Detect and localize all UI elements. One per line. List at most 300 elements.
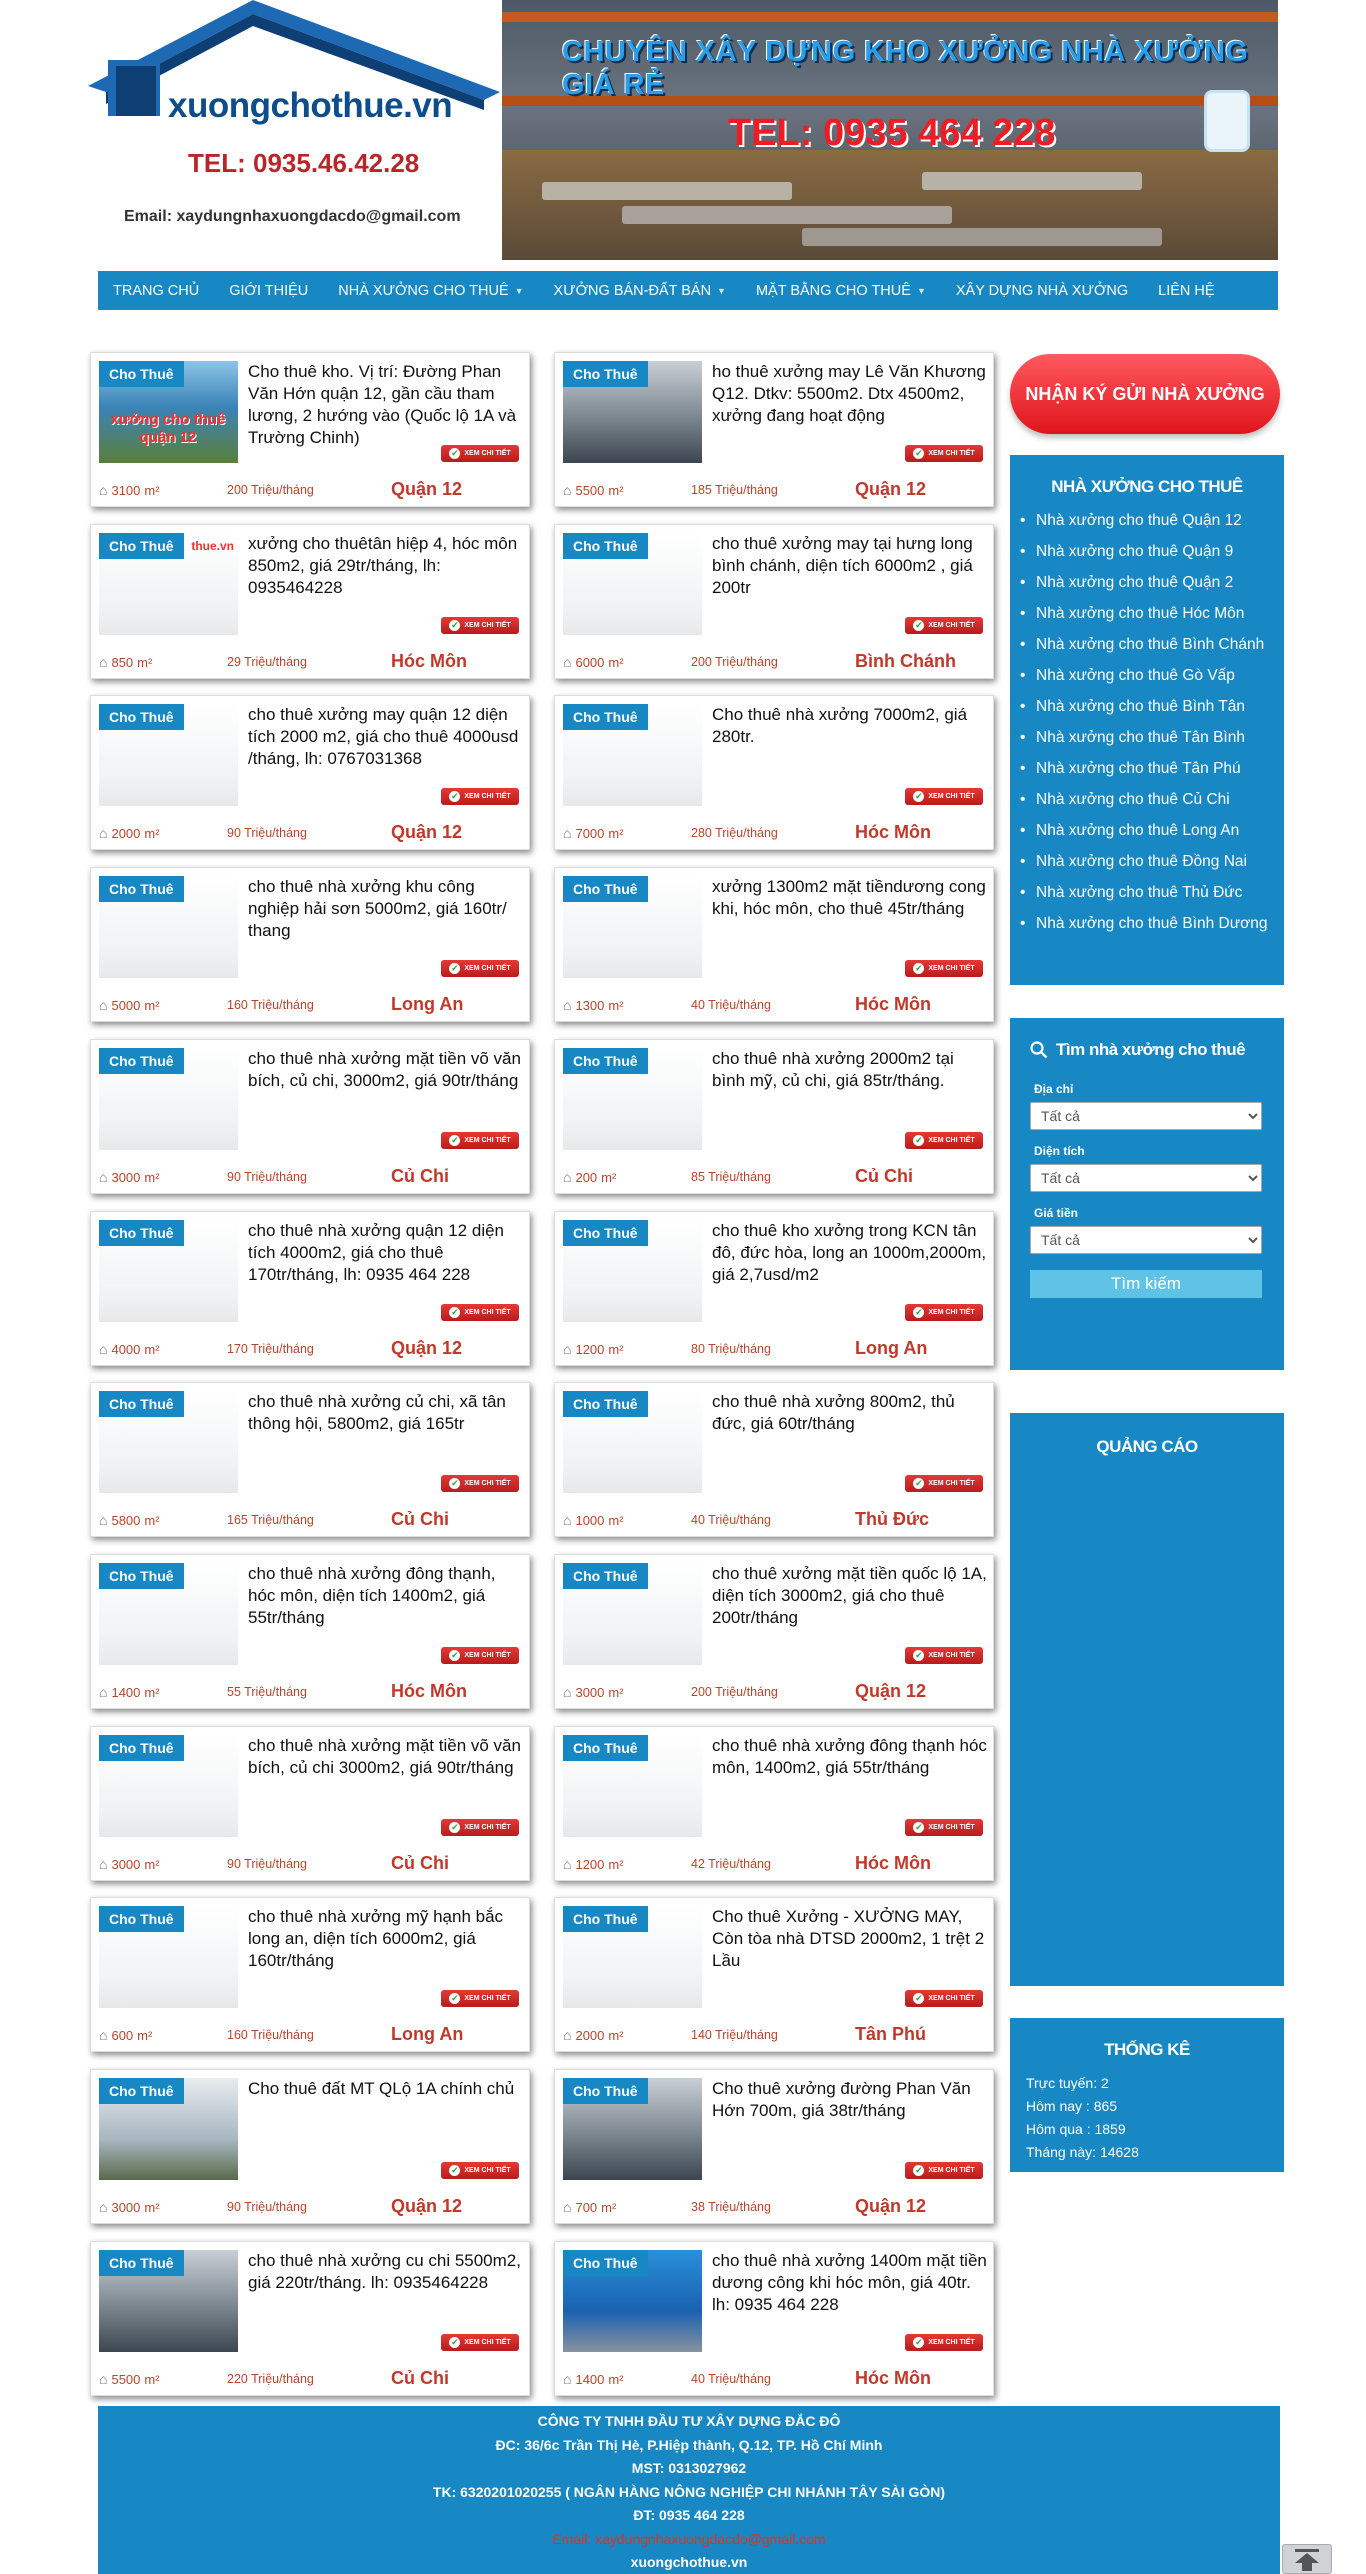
footer-site[interactable]: xuongchothue.vn	[630, 2554, 748, 2570]
site-logo[interactable]	[88, 0, 500, 258]
view-detail-button[interactable]	[441, 1990, 519, 2007]
listing-meta	[555, 989, 993, 1021]
listing-title[interactable]: xưởng 1300m2 mặt tiềndương cong khi, hóc môn, cho thuê 45tr/tháng	[712, 877, 986, 918]
category-panel	[1010, 455, 1284, 985]
listing-card[interactable]	[90, 1211, 530, 1366]
listing-area-value: 1000	[575, 1512, 605, 1528]
home-icon: ⌂	[563, 2371, 572, 2387]
listing-meta	[555, 1676, 993, 1708]
listing-meta	[91, 474, 529, 506]
check-icon: ✔	[915, 1478, 923, 1488]
area-unit: m²	[608, 1341, 624, 1357]
category-link[interactable]: • Nhà xưởng cho thuê Long An	[1036, 821, 1284, 841]
listing-district: Củ Chi	[391, 1166, 449, 1186]
listing-title[interactable]: Cho thuê Xưởng - XƯỞNG MAY, Còn tòa nhà DTSD 2000m2, 1 trệt 2 Lầu	[712, 1907, 985, 1970]
area-unit: m²	[144, 997, 160, 1013]
contact-badge-icon	[1204, 90, 1250, 152]
view-detail-label: XEM CHI TIẾT	[464, 1137, 511, 1144]
listing-area	[563, 2027, 624, 2043]
listing-title[interactable]: cho thuê nhà xưởng khu công nghiệp hải sơn 5000m2, giá 160tr/ thang	[248, 877, 507, 940]
view-detail-button[interactable]	[905, 1304, 983, 1321]
area-unit: m²	[608, 825, 624, 841]
view-detail-button[interactable]	[905, 1647, 983, 1664]
listing-title[interactable]: cho thuê xưởng mặt tiền quốc lộ 1A, diện tích 3000m2, giá cho thuê 200tr/tháng	[712, 1564, 987, 1627]
category-link[interactable]: • Nhà xưởng cho thuê Thủ Đức	[1036, 883, 1284, 903]
listing-area-value: 1300	[575, 997, 605, 1013]
listing-title[interactable]: Cho thuê xưởng đường Phan Văn Hớn 700m, giá 38tr/tháng	[712, 2079, 971, 2120]
listing-tag: Cho Thuê	[563, 1391, 648, 1417]
nav-item[interactable]	[741, 271, 941, 310]
listing-tag: Cho Thuê	[563, 1048, 648, 1074]
listing-district: Hóc Môn	[855, 2368, 931, 2388]
listing-area-value: 1400	[575, 2371, 605, 2387]
listing-card[interactable]	[554, 1897, 994, 2052]
category-link[interactable]: • Nhà xưởng cho thuê Đồng Nai	[1036, 852, 1284, 872]
check-icon: ✔	[451, 1822, 459, 1832]
listing-district: Củ Chi	[391, 2368, 449, 2388]
listing-district: Quận 12	[391, 1338, 463, 1358]
listing-area	[563, 1341, 624, 1357]
main-nav	[98, 268, 1278, 310]
thumb-overlay-line1: xưởng cho thuê	[110, 411, 226, 428]
nav-item-label: XƯỞNG BÁN-ĐẤT BÁN	[553, 282, 712, 299]
view-detail-button[interactable]	[905, 1132, 983, 1149]
view-detail-label: XEM CHI TIẾT	[464, 793, 511, 800]
listing-card[interactable]	[90, 1039, 530, 1194]
listing-area	[99, 2199, 160, 2215]
listing-title[interactable]: xưởng cho thuêtân hiệp 4, hóc môn 850m2, giá 29tr/tháng, lh: 0935464228	[248, 534, 518, 597]
listing-tag: Cho Thuê	[99, 1563, 184, 1589]
listing-tag: Cho Thuê	[563, 533, 648, 559]
check-icon: ✔	[451, 1478, 459, 1488]
home-icon: ⌂	[99, 1512, 108, 1528]
consign-button[interactable]: NHẬN KÝ GỬI NHÀ XƯỞNG	[1010, 354, 1280, 434]
location-select[interactable]	[1030, 1102, 1262, 1130]
listing-title[interactable]: cho thuê nhà xưởng đông thạnh, hóc môn, diện tích 1400m2, giá 55tr/tháng	[248, 1564, 496, 1627]
listing-card[interactable]	[90, 1554, 530, 1709]
home-icon: ⌂	[563, 1856, 572, 1872]
check-icon: ✔	[451, 620, 459, 630]
category-link[interactable]: • Nhà xưởng cho thuê Bình Tân	[1036, 697, 1284, 717]
listing-meta	[555, 1333, 993, 1365]
check-icon: ✔	[451, 1650, 459, 1660]
view-detail-button[interactable]	[441, 1304, 519, 1321]
category-link[interactable]: • Nhà xưởng cho thuê Bình Dương	[1036, 914, 1284, 934]
view-detail-label: XEM CHI TIẾT	[928, 1824, 975, 1831]
view-detail-button[interactable]	[905, 2334, 983, 2351]
listing-tag: Cho Thuê	[563, 1563, 648, 1589]
listing-title[interactable]: cho thuê nhà xưởng 800m2, thủ đức, giá 60tr/tháng	[712, 1392, 955, 1433]
check-icon: ✔	[915, 2165, 923, 2175]
back-to-top-button[interactable]	[1282, 2544, 1332, 2574]
listing-title[interactable]: Cho thuê nhà xưởng 7000m2, giá 280tr.	[712, 705, 968, 746]
price-label: Giá tiền	[1034, 1206, 1079, 1220]
listing-tag: Cho Thuê	[563, 2250, 648, 2276]
listing-title[interactable]: cho thuê nhà xưởng cu chi 5500m2, giá 220tr/tháng. lh: 0935464228	[248, 2251, 521, 2292]
listing-title[interactable]: cho thuê nhà xưởng 1400m mặt tiền dương công khi hóc môn, giá 40tr. lh: 0935 464 228	[712, 2251, 987, 2314]
listing-area	[99, 997, 160, 1013]
listing-title[interactable]: cho thuê nhà xưởng mặt tiền võ văn bích, củ chi 3000m2, giá 90tr/tháng	[248, 1736, 521, 1777]
listing-area	[99, 1512, 160, 1528]
thumb-overlay-line2: quận 12	[139, 429, 197, 446]
listing-meta	[555, 1848, 993, 1880]
listing-area-value: 7000	[575, 825, 605, 841]
listing-area-value: 2000	[111, 825, 141, 841]
listing-district: Củ Chi	[391, 1853, 449, 1873]
category-link[interactable]: • Nhà xưởng cho thuê Tân Phú	[1036, 759, 1284, 779]
listing-meta	[91, 1848, 529, 1880]
listing-area-value: 700	[575, 2199, 598, 2215]
view-detail-button[interactable]	[441, 1475, 519, 1492]
view-detail-label: XEM CHI TIẾT	[928, 622, 975, 629]
listing-meta	[91, 1504, 529, 1536]
listing-area-value: 3000	[111, 1169, 141, 1185]
listing-title[interactable]: cho thuê nhà xưởng 2000m2 tại bình mỹ, củ chi, giá 85tr/tháng.	[712, 1049, 954, 1090]
listing-district: Hóc Môn	[855, 1853, 931, 1873]
nav-item-label: NHÀ XƯỞNG CHO THUÊ	[338, 282, 509, 299]
area-select[interactable]	[1030, 1164, 1262, 1192]
home-icon: ⌂	[99, 1856, 108, 1872]
view-detail-button[interactable]	[905, 1990, 983, 2007]
listing-district: Hóc Môn	[391, 651, 467, 671]
view-detail-label: XEM CHI TIẾT	[928, 965, 975, 972]
home-icon: ⌂	[563, 1512, 572, 1528]
home-icon: ⌂	[563, 1169, 572, 1185]
nav-item[interactable]	[1143, 271, 1229, 310]
listing-area-value: 600	[111, 2027, 134, 2043]
listing-card[interactable]	[90, 2241, 530, 2396]
footer-email[interactable]: Email: xaydungnhaxuongdacdo@gmail.com	[552, 2530, 826, 2547]
nav-item-label: LIÊN HỆ	[1158, 282, 1215, 299]
home-icon: ⌂	[563, 2199, 572, 2215]
listing-meta	[91, 2363, 529, 2395]
listing-card[interactable]	[90, 867, 530, 1022]
listing-title[interactable]: cho thuê nhà xưởng đông thạnh hóc môn, 1400m2, giá 55tr/tháng	[712, 1736, 987, 1777]
listing-tag: Cho Thuê	[563, 876, 648, 902]
listing-district: Tân Phú	[855, 2024, 926, 2044]
listing-price: 200 Triệu/tháng	[691, 1685, 778, 1699]
footer-address: ĐC: 36/6c Trần Thị Hè, P.Hiệp thành, Q.12, TP. Hồ Chí Minh	[495, 2436, 883, 2453]
view-detail-button[interactable]	[905, 2162, 983, 2179]
listing-title[interactable]: Cho thuê đất MT QLộ 1A chính chủ	[248, 2079, 515, 2098]
listing-price: 90 Triệu/tháng	[227, 1857, 307, 1871]
listing-tag: Cho Thuê	[99, 2250, 184, 2276]
view-detail-button[interactable]	[441, 1132, 519, 1149]
listing-district: Hóc Môn	[855, 822, 931, 842]
check-icon: ✔	[915, 2337, 923, 2347]
site-footer	[98, 2406, 1280, 2574]
home-icon: ⌂	[563, 1684, 572, 1700]
check-icon: ✔	[915, 1822, 923, 1832]
listing-title[interactable]: cho thuê nhà xưởng mặt tiền võ văn bích, củ chi, 3000m2, giá 90tr/tháng	[248, 1049, 521, 1090]
listing-title[interactable]: cho thuê xưởng may tại hưng long bình chánh, diện tích 6000m2 , giá 200tr	[712, 534, 973, 597]
area-unit: m²	[608, 654, 624, 670]
header-email: Email: xaydungnhaxuongdacdo@gmail.com	[124, 208, 461, 225]
view-detail-label: XEM CHI TIẾT	[928, 1652, 975, 1659]
home-icon: ⌂	[99, 997, 108, 1013]
listing-card[interactable]	[554, 2241, 994, 2396]
search-button[interactable]: Tìm kiếm	[1030, 1270, 1262, 1298]
nav-item[interactable]	[941, 271, 1143, 310]
listing-title[interactable]: cho thuê kho xưởng trong KCN tân đô, đức hòa, long an 1000m,2000m, giá 2,7usd/m2	[712, 1221, 987, 1284]
check-icon: ✔	[451, 1135, 459, 1145]
nav-item-label: GIỚI THIỆU	[229, 282, 309, 299]
listing-meta	[91, 817, 529, 849]
view-detail-label: XEM CHI TIẾT	[464, 450, 511, 457]
nav-item-label: MẶT BẰNG CHO THUÊ	[755, 282, 911, 299]
location-label: Địa chỉ	[1034, 1082, 1074, 1096]
listing-price: 170 Triệu/tháng	[227, 1342, 314, 1356]
listing-title[interactable]: cho thuê nhà xưởng củ chi, xã tân thông hội, 5800m2, giá 165tr	[248, 1392, 506, 1433]
area-unit: m²	[608, 1684, 624, 1700]
listing-card[interactable]	[90, 352, 530, 507]
listing-district: Quận 12	[391, 479, 463, 499]
listing-meta	[555, 1504, 993, 1536]
view-detail-button[interactable]	[441, 445, 519, 462]
view-detail-button[interactable]	[905, 960, 983, 977]
footer-bank: TK: 6320201020255 ( NGÂN HÀNG NÔNG NGHIỆP CHI NHÁNH TÂY SÀI GÒN)	[432, 2483, 946, 2500]
category-link[interactable]: • Nhà xưởng cho thuê Gò Vấp	[1036, 666, 1284, 686]
view-detail-button[interactable]	[441, 1819, 519, 1836]
listing-card[interactable]	[90, 1726, 530, 1881]
category-link[interactable]: • Nhà xưởng cho thuê Quận 2	[1036, 573, 1284, 593]
listing-area-value: 3000	[111, 2199, 141, 2215]
nav-item[interactable]	[539, 271, 741, 310]
listing-tag: Cho Thuê	[99, 533, 184, 559]
view-detail-label: XEM CHI TIẾT	[464, 1480, 511, 1487]
home-icon: ⌂	[99, 654, 108, 670]
listing-meta	[91, 1161, 529, 1193]
listing-area	[563, 482, 624, 498]
stats-online: Trực tuyến: 2	[1026, 2075, 1109, 2091]
view-detail-button[interactable]	[905, 1819, 983, 1836]
check-icon: ✔	[915, 1307, 923, 1317]
listing-price: 85 Triệu/tháng	[691, 1170, 771, 1184]
listing-area	[563, 997, 624, 1013]
stats-month: Tháng này: 14628	[1026, 2144, 1139, 2160]
category-link[interactable]: • Nhà xưởng cho thuê Quận 9	[1036, 542, 1284, 562]
home-icon: ⌂	[563, 997, 572, 1013]
view-detail-label: XEM CHI TIẾT	[464, 1309, 511, 1316]
listing-meta	[555, 817, 993, 849]
chevron-down-icon: ▼	[514, 285, 524, 296]
nav-item[interactable]	[98, 271, 214, 310]
view-detail-button[interactable]	[441, 2334, 519, 2351]
search-panel-title	[1010, 1018, 1284, 1060]
listing-card[interactable]	[554, 2069, 994, 2224]
check-icon: ✔	[915, 791, 923, 801]
listing-area-value: 5500	[111, 2371, 141, 2387]
home-icon: ⌂	[99, 2371, 108, 2387]
category-link[interactable]: • Nhà xưởng cho thuê Quận 12	[1036, 511, 1284, 531]
listing-meta	[91, 989, 529, 1021]
listing-area	[99, 1684, 160, 1700]
listing-price: 38 Triệu/tháng	[691, 2200, 771, 2214]
listing-card[interactable]	[554, 867, 994, 1022]
listing-meta	[91, 2019, 529, 2051]
view-detail-button[interactable]	[441, 2162, 519, 2179]
category-link[interactable]: • Nhà xưởng cho thuê Củ Chi	[1036, 790, 1284, 810]
nav-item[interactable]	[323, 271, 538, 310]
listing-district: Long An	[855, 1338, 928, 1358]
check-icon: ✔	[451, 448, 459, 458]
listing-card[interactable]	[90, 1382, 530, 1537]
view-detail-button[interactable]	[441, 960, 519, 977]
listing-price: 55 Triệu/tháng	[227, 1685, 307, 1699]
footer-company: CÔNG TY TNHH ĐẦU TƯ XÂY DỰNG ĐẮC ĐÔ	[537, 2413, 841, 2429]
listing-price: 40 Triệu/tháng	[691, 2372, 771, 2386]
listing-tag: Cho Thuê	[99, 2078, 184, 2104]
view-detail-label: XEM CHI TIẾT	[928, 1480, 975, 1487]
listing-district: Củ Chi	[855, 1166, 913, 1186]
listing-district: Hóc Môn	[855, 994, 931, 1014]
thumb-watermark: thue.vn	[191, 539, 234, 553]
listing-card[interactable]	[554, 695, 994, 850]
listing-title[interactable]: ho thuê xưởng may Lê Văn Khương Q12. Dtkv: 5500m2. Dtx 4500m2, xưởng đang hoạt động	[712, 362, 986, 425]
view-detail-button[interactable]	[905, 445, 983, 462]
listing-area	[99, 1341, 160, 1357]
thumb-overlay	[103, 411, 233, 447]
view-detail-button[interactable]	[905, 1475, 983, 1492]
listing-meta	[555, 2191, 993, 2223]
stats-today: Hôm nay : 865	[1026, 2098, 1118, 2114]
view-detail-label: XEM CHI TIẾT	[928, 1995, 975, 2002]
view-detail-button[interactable]	[441, 617, 519, 634]
listing-card[interactable]	[554, 1211, 994, 1366]
home-icon: ⌂	[563, 825, 572, 841]
listing-card[interactable]	[554, 1382, 994, 1537]
view-detail-label: XEM CHI TIẾT	[464, 622, 511, 629]
stats-panel	[1010, 2018, 1284, 2172]
area-unit: m²	[137, 2027, 153, 2043]
listing-price: 200 Triệu/tháng	[227, 483, 314, 497]
area-unit: m²	[137, 654, 153, 670]
listing-card[interactable]	[90, 2069, 530, 2224]
view-detail-label: XEM CHI TIẾT	[928, 1137, 975, 1144]
check-icon: ✔	[451, 1307, 459, 1317]
listing-area-value: 1200	[575, 1856, 605, 1872]
listing-district: Long An	[391, 2024, 464, 2044]
stats-yesterday: Hôm qua : 1859	[1026, 2121, 1126, 2137]
view-detail-button[interactable]	[441, 788, 519, 805]
home-icon: ⌂	[563, 1341, 572, 1357]
listing-tag: Cho Thuê	[99, 361, 184, 387]
price-select[interactable]	[1030, 1226, 1262, 1254]
footer-tax: MST: 0313027962	[631, 2460, 747, 2476]
listing-area	[563, 825, 624, 841]
view-detail-button[interactable]	[905, 617, 983, 634]
listing-meta	[555, 2363, 993, 2395]
listing-district: Quận 12	[855, 1681, 927, 1701]
listing-district: Quận 12	[391, 2196, 463, 2216]
listing-tag: Cho Thuê	[99, 704, 184, 730]
view-detail-button[interactable]	[441, 1647, 519, 1664]
arrow-up-icon	[1293, 2549, 1321, 2571]
listing-meta	[555, 1161, 993, 1193]
area-unit: m²	[608, 2371, 624, 2387]
check-icon: ✔	[451, 791, 459, 801]
area-unit: m²	[144, 1512, 160, 1528]
view-detail-label: XEM CHI TIẾT	[928, 1309, 975, 1316]
area-unit: m²	[608, 2027, 624, 2043]
area-unit: m²	[144, 1341, 160, 1357]
category-link[interactable]: • Nhà xưởng cho thuê Hóc Môn	[1036, 604, 1284, 624]
view-detail-label: XEM CHI TIẾT	[464, 2339, 511, 2346]
area-unit: m²	[144, 1684, 160, 1700]
listing-area	[563, 1684, 624, 1700]
listing-card[interactable]	[554, 1726, 994, 1881]
home-icon: ⌂	[99, 2027, 108, 2043]
listing-meta	[91, 1676, 529, 1708]
listing-card[interactable]	[554, 1554, 994, 1709]
listing-card[interactable]	[554, 524, 994, 679]
listing-area	[99, 2371, 160, 2387]
check-icon: ✔	[451, 2337, 459, 2347]
listing-price: 42 Triệu/tháng	[691, 1857, 771, 1871]
view-detail-button[interactable]	[905, 788, 983, 805]
check-icon: ✔	[915, 620, 923, 630]
listing-tag: Cho Thuê	[563, 1220, 648, 1246]
area-unit: m²	[144, 2371, 160, 2387]
nav-item[interactable]	[214, 271, 323, 310]
area-unit: m²	[608, 1512, 624, 1528]
listing-area-value: 1400	[111, 1684, 141, 1700]
view-detail-label: XEM CHI TIẾT	[464, 1824, 511, 1831]
area-unit: m²	[144, 1169, 160, 1185]
listing-district: Bình Chánh	[855, 651, 956, 671]
search-icon	[1030, 1041, 1048, 1059]
home-icon: ⌂	[99, 482, 108, 498]
listing-price: 40 Triệu/tháng	[691, 998, 771, 1012]
listing-title[interactable]: Cho thuê kho. Vị trí: Đường Phan Văn Hớn quận 12, gần cầu tham lương, 2 hướng vào (Quốc lộ 1A và Trường Chinh)	[248, 362, 517, 447]
listing-title[interactable]: cho thuê xưởng may quận 12 diện tích 2000 m2, giá cho thuê 4000usd /tháng, lh: 0767031368	[248, 705, 519, 768]
listing-price: 280 Triệu/tháng	[691, 826, 778, 840]
home-icon: ⌂	[99, 1684, 108, 1700]
category-panel-title: NHÀ XƯỞNG CHO THUÊ	[1051, 477, 1243, 496]
listing-card[interactable]	[90, 524, 530, 679]
listing-card[interactable]	[90, 695, 530, 850]
listing-price: 200 Triệu/tháng	[691, 655, 778, 669]
listing-area-value: 5500	[575, 482, 605, 498]
listing-area-value: 5800	[111, 1512, 141, 1528]
listing-card[interactable]	[554, 352, 994, 507]
category-link[interactable]: • Nhà xưởng cho thuê Bình Chánh	[1036, 635, 1284, 655]
listing-district: Long An	[391, 994, 464, 1014]
listing-price: 90 Triệu/tháng	[227, 2200, 307, 2214]
listing-area-value: 6000	[575, 654, 605, 670]
listing-tag: Cho Thuê	[99, 1048, 184, 1074]
check-icon: ✔	[915, 963, 923, 973]
listing-title[interactable]: cho thuê nhà xưởng quận 12 diện tích 4000m2, giá cho thuê 170tr/tháng, lh: 0935 464 228	[248, 1221, 505, 1284]
listing-area-value: 1200	[575, 1341, 605, 1357]
listing-district: Quận 12	[391, 822, 463, 842]
nav-item-label: TRANG CHỦ	[113, 282, 200, 299]
listing-area	[99, 825, 160, 841]
listing-meta	[91, 2191, 529, 2223]
listing-tag: Cho Thuê	[99, 1391, 184, 1417]
listing-card[interactable]	[90, 1897, 530, 2052]
listing-title[interactable]: cho thuê nhà xưởng mỹ hạnh bắc long an, diện tích 6000m2, giá 160tr/tháng	[248, 1907, 504, 1970]
view-detail-label: XEM CHI TIẾT	[928, 793, 975, 800]
listing-area	[563, 1169, 616, 1185]
check-icon: ✔	[915, 1135, 923, 1145]
view-detail-label: XEM CHI TIẾT	[928, 450, 975, 457]
listing-card[interactable]	[554, 1039, 994, 1194]
area-label: Diện tích	[1034, 1144, 1085, 1158]
category-link[interactable]: • Nhà xưởng cho thuê Tân Bình	[1036, 728, 1284, 748]
listing-area-value: 3000	[111, 1856, 141, 1872]
view-detail-label: XEM CHI TIẾT	[928, 2339, 975, 2346]
